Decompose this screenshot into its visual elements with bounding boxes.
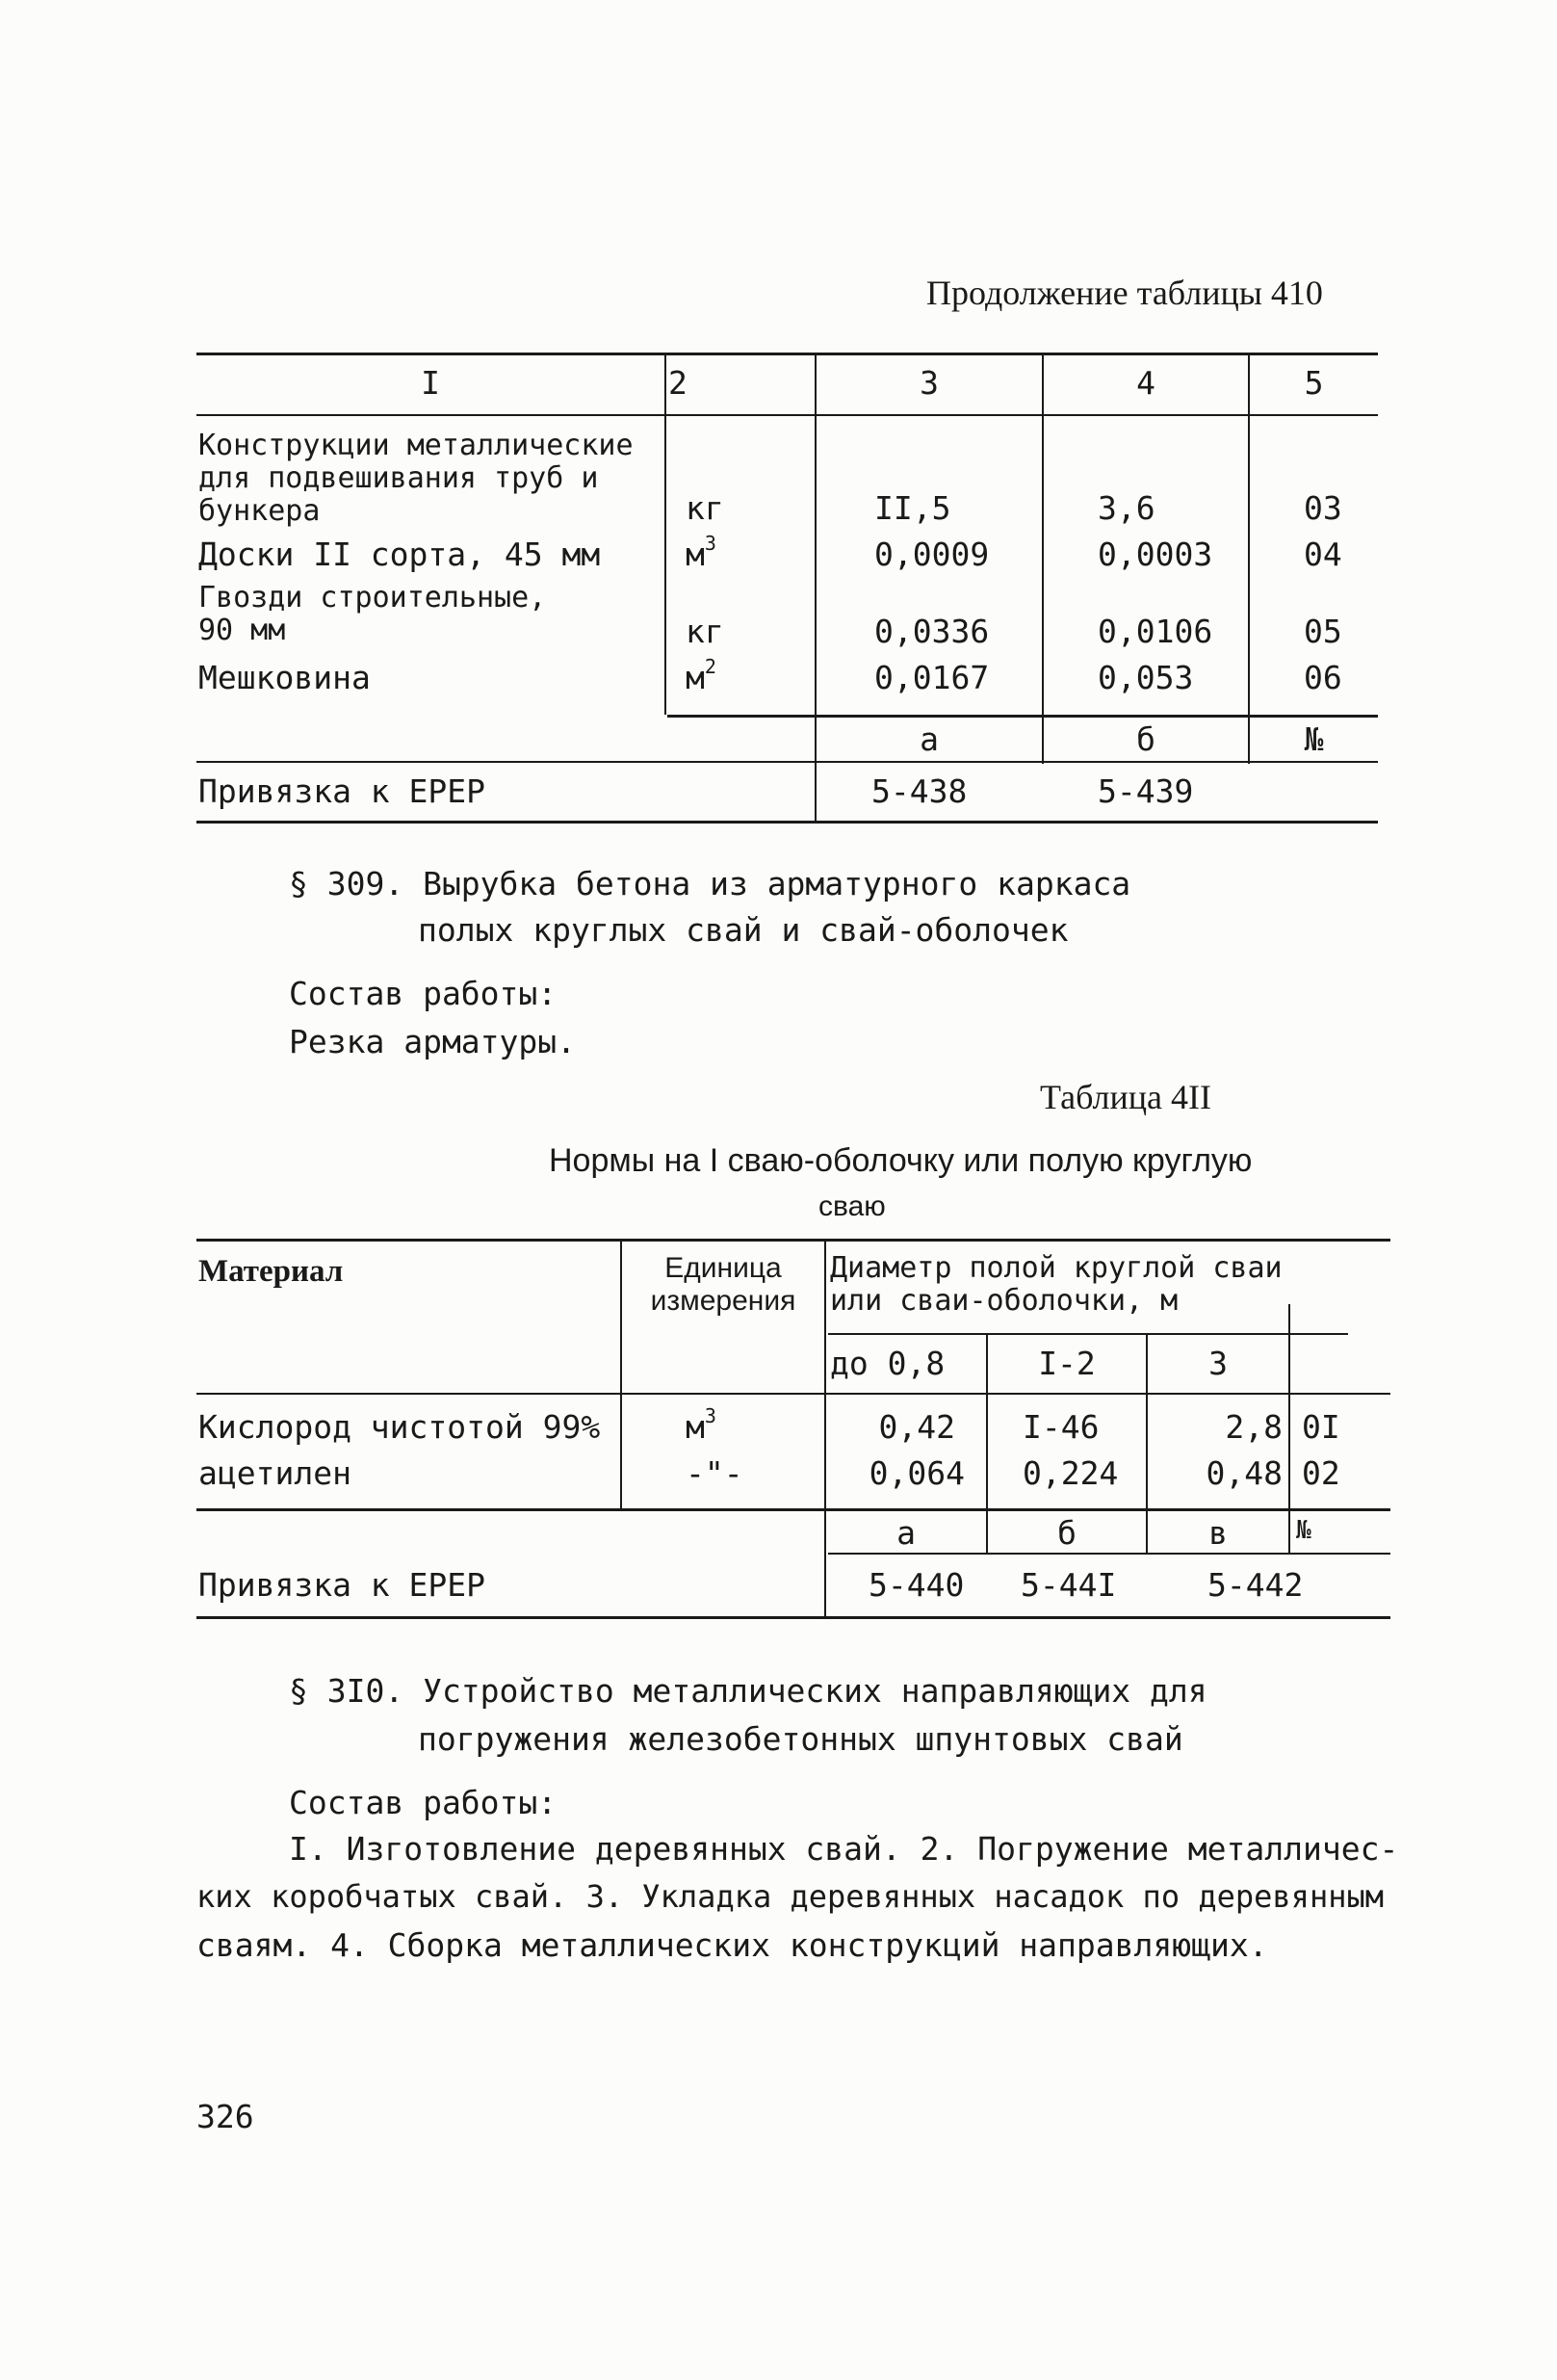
table-410-header-1: I bbox=[421, 364, 440, 402]
table-410-header-4: 4 bbox=[1136, 364, 1155, 402]
table-411-norms-title-line1: Нормы на I сваю-оболочку или полую круглую bbox=[549, 1142, 1253, 1179]
table-410-binding-label: Привязка к ЕРЕР bbox=[198, 772, 486, 810]
table-410-row-name: Доски II сорта, 45 мм bbox=[198, 536, 601, 573]
table-410-row-code: 05 bbox=[1304, 613, 1342, 650]
section-310-work-line3: сваям. 4. Сборка металлических конструкций направляющих. bbox=[196, 1926, 1268, 1964]
table-411-row-unit: -"- bbox=[686, 1454, 743, 1492]
section-310-work-line2: ких коробчатых свай. 3. Укладка деревянных насадок по деревянным bbox=[196, 1878, 1384, 1915]
table-410-row-unit: кг bbox=[686, 613, 724, 650]
table-410-row-name: Гвозди строительные, 90 мм bbox=[198, 581, 547, 647]
table-411-row-unit: $м^3$ bbox=[686, 1404, 716, 1446]
table-411-col-letter-a: а bbox=[896, 1514, 916, 1552]
table-410-row-value-a: II,5 bbox=[874, 489, 951, 527]
table-410-row-name: Мешковина bbox=[198, 659, 371, 696]
table-410-col-letter-no: № bbox=[1304, 720, 1324, 758]
section-310-title-line2: погружения железобетонных шпунтовых свай bbox=[418, 1720, 1183, 1758]
table-411-col-letter-c: в bbox=[1208, 1514, 1228, 1552]
table-411-binding-value-c: 5-442 bbox=[1207, 1566, 1304, 1604]
table-411-subheader-2: I-2 bbox=[1038, 1345, 1096, 1382]
table-410-row-unit: $м^3$ bbox=[686, 532, 716, 573]
table-410-header-5: 5 bbox=[1304, 364, 1324, 402]
table-410-row-value-b: 3,6 bbox=[1098, 489, 1155, 527]
table-410-row-value-a: 0,0009 bbox=[874, 536, 990, 573]
table-411-row-name: Кислород чистотой 99% bbox=[198, 1408, 601, 1446]
table-410-row-value-b: 0,053 bbox=[1098, 659, 1194, 696]
section-309-work-text: Резка арматуры. bbox=[289, 1023, 577, 1060]
table-410-row-name: Конструкции металлические для подвешивания труб и бункера bbox=[198, 429, 634, 528]
table-411-subheader-1: до 0,8 bbox=[830, 1345, 946, 1382]
section-309-work-label: Состав работы: bbox=[289, 975, 558, 1012]
section-310-title-line1: § 3I0. Устройство металлических направляющих для bbox=[289, 1672, 1207, 1710]
table-411-col-letter-b: б bbox=[1057, 1514, 1077, 1552]
page-number: 326 bbox=[196, 2098, 254, 2135]
table-410-row-value-a: 0,0336 bbox=[874, 613, 990, 650]
table-410-header-2: 2 bbox=[668, 364, 688, 402]
table-410-binding-value-a: 5-438 bbox=[871, 772, 968, 810]
table-410-row-value-b: 0,0003 bbox=[1098, 536, 1213, 573]
table-410-binding-value-b: 5-439 bbox=[1098, 772, 1194, 810]
table-410-col-letter-a: а bbox=[920, 720, 939, 758]
table-411-binding-label: Привязка к ЕРЕР bbox=[198, 1566, 486, 1604]
table-410-row-code: 03 bbox=[1304, 489, 1342, 527]
section-309-title-line1: § 309. Вырубка бетона из арматурного каркаса bbox=[289, 865, 1131, 902]
table-410-row-value-a: 0,0167 bbox=[874, 659, 990, 696]
table-411-label: Таблица 4II bbox=[1040, 1078, 1211, 1116]
table-411-subheader-3: 3 bbox=[1208, 1345, 1228, 1382]
table-411-binding-value-a: 5-440 bbox=[869, 1566, 965, 1604]
section-310-work-label: Состав работы: bbox=[289, 1784, 558, 1821]
table-410-row-code: 06 bbox=[1304, 659, 1342, 696]
table-411-col-letter-no: № bbox=[1296, 1516, 1311, 1545]
table-411-binding-value-b: 5-44I bbox=[1021, 1566, 1117, 1604]
table-411-header-diameter: Диаметр полой круглой сваи или сваи-оболочки, м bbox=[830, 1251, 1283, 1318]
table-410-row-unit: $м^2$ bbox=[686, 655, 716, 696]
table-411-header-material: Материал bbox=[198, 1254, 344, 1289]
table-410-row-value-b: 0,0106 bbox=[1098, 613, 1213, 650]
table-411-row-value-a: 0,064 bbox=[869, 1454, 965, 1492]
table-410-row-unit: кг bbox=[686, 489, 724, 527]
table-411-row-value-a: 0,42 bbox=[878, 1408, 955, 1446]
table-411-row-value-c: 0,48 bbox=[1206, 1454, 1283, 1492]
section-310-work-line1: I. Изготовление деревянных свай. 2. Погружение металличес- bbox=[289, 1830, 1399, 1868]
table-410-header-3: 3 bbox=[920, 364, 939, 402]
table-411-row-code: 0I bbox=[1302, 1408, 1340, 1446]
table-411-norms-title-line2: сваю bbox=[818, 1190, 886, 1222]
table-410-row-code: 04 bbox=[1304, 536, 1342, 573]
section-309-title-line2: полых круглых свай и свай-оболочек bbox=[418, 911, 1069, 949]
table-411-row-name: ацетилен bbox=[198, 1454, 351, 1492]
table-411-header-unit: Единица измерения bbox=[650, 1252, 796, 1317]
table-411-row-value-b: I-46 bbox=[1023, 1408, 1100, 1446]
table-411-row-value-c: 2,8 bbox=[1225, 1408, 1283, 1446]
table-410-col-letter-b: б bbox=[1136, 720, 1155, 758]
table-411-row-code: 02 bbox=[1302, 1454, 1340, 1492]
table-411-row-value-b: 0,224 bbox=[1023, 1454, 1119, 1492]
table-410-caption: Продолжение таблицы 410 bbox=[926, 274, 1323, 312]
